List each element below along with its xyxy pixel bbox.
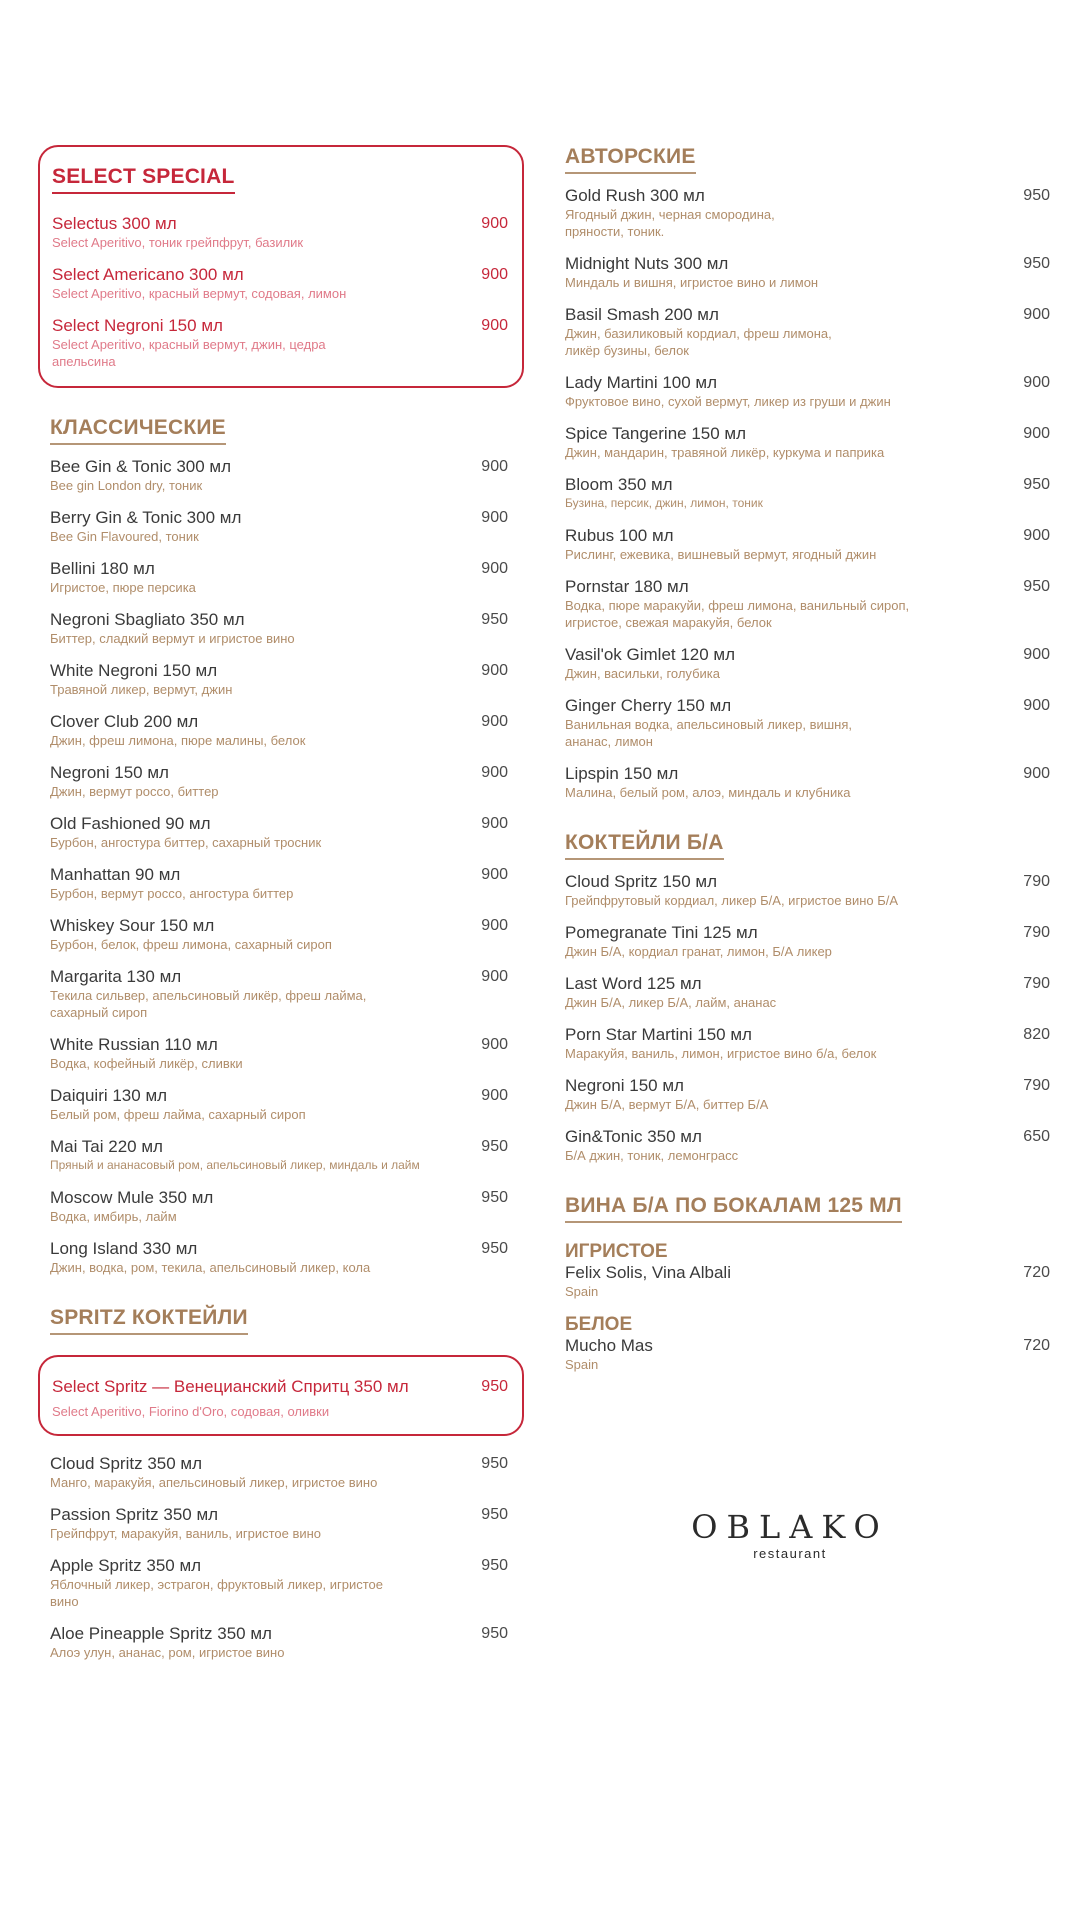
item-name: Felix Solis, Vina Albali: [565, 1263, 731, 1282]
menu-item: [565, 305, 1050, 359]
item-price: 950: [1023, 578, 1050, 595]
item-name: Old Fashioned 90 мл: [50, 814, 211, 833]
item-price: 820: [1023, 1026, 1050, 1043]
item-desc: Грейпфрутовый кордиал, ликер Б/А, игристое вино Б/А: [565, 893, 899, 908]
item-name: Negroni 150 мл: [50, 763, 169, 782]
item-desc: Джин, мандарин, травяной ликёр, куркума и паприка: [565, 445, 885, 460]
white-subtitle: БЕЛОЕ: [565, 1314, 633, 1335]
menu-item: [52, 214, 510, 251]
menu-item: [50, 1086, 508, 1123]
menu-item: [565, 254, 1050, 291]
item-desc: Бузина, персик, джин, лимон, тоник: [565, 496, 763, 510]
item-price: 900: [1023, 425, 1050, 442]
left-column: [50, 145, 508, 1675]
item-name: Negroni Sbagliato 350 мл: [50, 610, 245, 629]
item-name: Mai Tai 220 мл: [50, 1137, 163, 1156]
nonalcoholic-list: [565, 872, 1050, 1164]
item-price: 900: [1023, 374, 1050, 391]
item-price: 950: [481, 1138, 508, 1155]
item-price: 950: [1023, 255, 1050, 272]
menu-item: [565, 696, 1050, 750]
item-name: Long Island 330 мл: [50, 1239, 198, 1258]
item-name: Basil Smash 200 мл: [565, 305, 719, 324]
item-desc: Водка, имбирь, лайм: [50, 1209, 177, 1224]
item-name: Spice Tangerine 150 мл: [565, 424, 747, 443]
item-desc: Пряный и ананасовый ром, апельсиновый ликер, миндаль и лайм: [50, 1158, 420, 1172]
select-special-box: [38, 145, 524, 388]
item-name: Rubus 100 мл: [565, 526, 674, 545]
item-desc: Select Aperitivo, красный вермут, содовая, лимон: [52, 286, 347, 301]
classic-list: [50, 457, 508, 1276]
menu-item: [50, 1188, 508, 1225]
item-name: Daiquiri 130 мл: [50, 1086, 168, 1105]
item-price: 900: [481, 458, 508, 475]
item-price: 900: [481, 317, 508, 334]
menu-item: [565, 1263, 1050, 1300]
item-desc: Джин, вермут россо, биттер: [50, 784, 219, 799]
item-price: 950: [1023, 187, 1050, 204]
item-desc: Малина, белый ром, алоэ, миндаль и клубника: [565, 785, 851, 800]
logo-sub: restaurant: [753, 1546, 827, 1561]
menu-item: [52, 1377, 510, 1420]
item-desc: Джин Б/А, кордиал гранат, лимон, Б/А ликер: [565, 944, 832, 959]
item-desc: Select Aperitivo, тоник грейпфрут, базилик: [52, 235, 304, 250]
item-desc: Грейпфрут, маракуйя, ваниль, игристое вино: [50, 1526, 322, 1541]
item-name: Gin&Tonic 350 мл: [565, 1127, 702, 1146]
menu-item: [52, 265, 510, 302]
item-name: Bellini 180 мл: [50, 559, 155, 578]
menu-item: [565, 373, 1050, 410]
menu-item: [50, 661, 508, 698]
item-desc: Белый ром, фреш лайма, сахарный сироп: [50, 1107, 306, 1122]
menu-item: [565, 424, 1050, 461]
item-price: 950: [481, 1455, 508, 1472]
item-price: 900: [481, 1036, 508, 1053]
item-price: 950: [481, 1189, 508, 1206]
item-price: 900: [481, 560, 508, 577]
item-desc: Джин, васильки, голубика: [565, 666, 720, 681]
item-price: 900: [481, 509, 508, 526]
item-price: 790: [1023, 975, 1050, 992]
item-desc: Bee gin London dry, тоник: [50, 478, 203, 493]
item-desc: Джин, фреш лимона, пюре малины, белок: [50, 733, 306, 748]
menu-item: [565, 1336, 1050, 1373]
menu-item: [565, 475, 1050, 512]
right-column: [565, 145, 1050, 1387]
item-price: 900: [481, 215, 508, 232]
menu-item: [50, 508, 508, 545]
item-desc: Яблочный ликер, эстрагон, фруктовый ликер, игристое вино: [50, 1577, 383, 1609]
item-name: Lipspin 150 мл: [565, 764, 679, 783]
sparkling-subtitle: ИГРИСТОЕ: [565, 1241, 668, 1262]
logo-brand: OBLAKO: [691, 1508, 889, 1546]
menu-item: [50, 1556, 508, 1610]
item-desc: Бурбон, ангостура биттер, сахарный тросник: [50, 835, 322, 850]
menu-item: [50, 1624, 508, 1661]
item-price: 950: [481, 1378, 508, 1395]
item-price: 950: [1023, 476, 1050, 493]
item-name: Gold Rush 300 мл: [565, 186, 705, 205]
item-price: 900: [481, 815, 508, 832]
item-price: 900: [1023, 646, 1050, 663]
author-list: [565, 186, 1050, 801]
item-desc: Джин, базиликовый кордиал, фреш лимона, ликёр бузины, белок: [565, 326, 832, 358]
menu-item: [50, 1137, 508, 1174]
item-desc: Джин Б/А, вермут Б/А, биттер Б/А: [565, 1097, 769, 1112]
menu-item: [565, 974, 1050, 1011]
menu-item: [565, 764, 1050, 801]
item-desc: Водка, пюре маракуйи, фреш лимона, ванильный сироп, игристое, свежая маракуйя, белок: [565, 598, 910, 630]
menu-item: [50, 1505, 508, 1542]
item-name: Select Americano 300 мл: [52, 265, 244, 284]
item-price: 720: [1023, 1337, 1050, 1354]
item-price: 950: [481, 1625, 508, 1642]
item-name: Selectus 300 мл: [52, 214, 177, 233]
spritz-list: [50, 1454, 508, 1661]
item-desc: Select Aperitivo, Fiorino d'Oro, содовая, оливки: [52, 1404, 330, 1419]
item-desc: Bee Gin Flavoured, тоник: [50, 529, 199, 544]
select-spritz-box: [38, 1355, 524, 1436]
menu-item: [50, 967, 508, 1021]
classic-title: КЛАССИЧЕСКИЕ: [50, 416, 226, 445]
item-desc: Spain: [565, 1357, 599, 1372]
item-name: Pornstar 180 мл: [565, 577, 689, 596]
menu-item: [50, 1454, 508, 1491]
item-name: Berry Gin & Tonic 300 мл: [50, 508, 242, 527]
spritz-title: SPRITZ КОКТЕЙЛИ: [50, 1306, 248, 1335]
item-name: Passion Spritz 350 мл: [50, 1505, 219, 1524]
item-name: Cloud Spritz 150 мл: [565, 872, 718, 891]
item-desc: Spain: [565, 1284, 599, 1299]
item-desc: Джин, водка, ром, текила, апельсиновый ликер, кола: [50, 1260, 371, 1275]
menu-item: [565, 186, 1050, 240]
item-name: Last Word 125 мл: [565, 974, 702, 993]
item-desc: Ванильная водка, апельсиновый ликер, вишня, ананас, лимон: [565, 717, 852, 749]
item-name: Mucho Mas: [565, 1336, 653, 1355]
item-desc: Алоэ улун, ананас, ром, игристое вино: [50, 1645, 285, 1660]
item-price: 900: [481, 866, 508, 883]
item-name: Bloom 350 мл: [565, 475, 673, 494]
item-price: 950: [481, 1557, 508, 1574]
nonalcoholic-title: КОКТЕЙЛИ Б/А: [565, 831, 724, 860]
item-desc: Бурбон, белок, фреш лимона, сахарный сироп: [50, 937, 332, 952]
item-desc: Бурбон, вермут россо, ангостура биттер: [50, 886, 294, 901]
item-name: Moscow Mule 350 мл: [50, 1188, 214, 1207]
item-price: 900: [1023, 306, 1050, 323]
wines-title: ВИНА Б/А ПО БОКАЛАМ 125 МЛ: [565, 1194, 902, 1223]
menu-item: [565, 1127, 1050, 1164]
item-desc: Игристое, пюре персика: [50, 580, 196, 595]
item-name: Midnight Nuts 300 мл: [565, 254, 729, 273]
item-desc: Маракуйя, ваниль, лимон, игристое вино б/а, белок: [565, 1046, 877, 1061]
item-price: 900: [481, 764, 508, 781]
item-desc: Биттер, сладкий вермут и игристое вино: [50, 631, 295, 646]
item-desc: Select Aperitivo, красный вермут, джин, цедра апельсина: [52, 337, 326, 369]
menu-item: [50, 559, 508, 596]
item-price: 900: [1023, 697, 1050, 714]
item-price: 900: [481, 968, 508, 985]
item-desc: Манго, маракуйя, апельсиновый ликер, игристое вино: [50, 1475, 378, 1490]
item-name: Whiskey Sour 150 мл: [50, 916, 215, 935]
item-desc: Рислинг, ежевика, вишневый вермут, ягодный джин: [565, 547, 877, 562]
item-name: Select Spritz — Венецианский Спритц 350 мл: [52, 1377, 409, 1396]
item-name: Ginger Cherry 150 мл: [565, 696, 732, 715]
item-name: White Negroni 150 мл: [50, 661, 218, 680]
restaurant-logo: [690, 1510, 890, 1561]
menu-item: [52, 316, 510, 370]
menu-item: [50, 814, 508, 851]
item-name: Bee Gin & Tonic 300 мл: [50, 457, 232, 476]
item-price: 790: [1023, 1077, 1050, 1094]
item-price: 900: [481, 266, 508, 283]
menu-item: [565, 645, 1050, 682]
menu-item: [50, 1035, 508, 1072]
item-price: 900: [481, 662, 508, 679]
item-desc: Водка, кофейный ликёр, сливки: [50, 1056, 243, 1071]
item-desc: Миндаль и вишня, игристое вино и лимон: [565, 275, 819, 290]
item-name: Manhattan 90 мл: [50, 865, 181, 884]
item-name: Clover Club 200 мл: [50, 712, 199, 731]
item-price: 900: [1023, 527, 1050, 544]
item-price: 900: [481, 713, 508, 730]
item-price: 950: [481, 1506, 508, 1523]
item-price: 900: [1023, 765, 1050, 782]
item-desc: Фруктовое вино, сухой вермут, ликер из груши и джин: [565, 394, 891, 409]
wines-list: [565, 1241, 1050, 1373]
item-name: White Russian 110 мл: [50, 1035, 218, 1054]
item-price: 790: [1023, 873, 1050, 890]
menu-item: [565, 1025, 1050, 1062]
item-price: 950: [481, 1240, 508, 1257]
item-desc: Текила сильвер, апельсиновый ликёр, фреш лайма, сахарный сироп: [50, 988, 367, 1020]
item-name: Apple Spritz 350 мл: [50, 1556, 202, 1575]
item-name: Negroni 150 мл: [565, 1076, 684, 1095]
menu-item: [565, 872, 1050, 909]
menu-item: [50, 610, 508, 647]
item-price: 650: [1023, 1128, 1050, 1145]
item-name: Margarita 130 мл: [50, 967, 182, 986]
menu-item: [50, 1239, 508, 1276]
item-name: Vasil'ok Gimlet 120 мл: [565, 645, 736, 664]
menu-item: [565, 526, 1050, 563]
item-price: 720: [1023, 1264, 1050, 1281]
menu-item: [565, 923, 1050, 960]
item-price: 900: [481, 1087, 508, 1104]
menu-item: [50, 916, 508, 953]
item-desc: Ягодный джин, черная смородина, пряности, тоник.: [565, 207, 775, 239]
select-special-title: SELECT SPECIAL: [52, 165, 235, 194]
item-price: 900: [481, 917, 508, 934]
item-name: Pomegranate Tini 125 мл: [565, 923, 758, 942]
item-desc: Б/А джин, тоник, лемонграсс: [565, 1148, 739, 1163]
menu-item: [50, 457, 508, 494]
item-name: Select Negroni 150 мл: [52, 316, 223, 335]
item-name: Aloe Pineapple Spritz 350 мл: [50, 1624, 272, 1643]
item-name: Porn Star Martini 150 мл: [565, 1025, 752, 1044]
menu-item: [565, 577, 1050, 631]
menu-item: [50, 865, 508, 902]
menu-item: [565, 1076, 1050, 1113]
item-price: 950: [481, 611, 508, 628]
menu-item: [50, 763, 508, 800]
menu-item: [50, 712, 508, 749]
item-desc: Джин Б/А, ликер Б/А, лайм, ананас: [565, 995, 777, 1010]
author-title: АВТОРСКИЕ: [565, 145, 696, 174]
item-name: Lady Martini 100 мл: [565, 373, 718, 392]
item-desc: Травяной ликер, вермут, джин: [50, 682, 233, 697]
item-price: 790: [1023, 924, 1050, 941]
item-name: Cloud Spritz 350 мл: [50, 1454, 203, 1473]
